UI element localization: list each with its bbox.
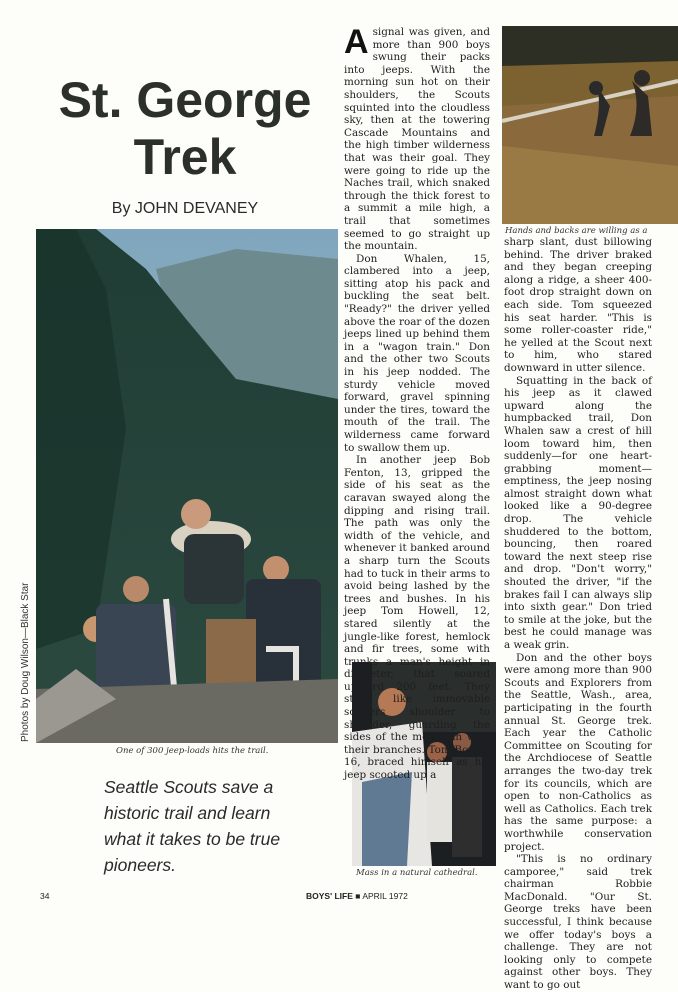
body-paragraph: Don and the other boys were among more than 900 Scouts and Explorers from the Seattle, Wash., area, participating in the fourth annual St. George trek. Each year the Catholic Committee on Scouting for the Archdiocese of Seattle arranges the two-day trek for its councils, which are open to non-Catholics as well as Catholics. Each trek has the same purpose: a worthwhile conservation project. [504,651,652,853]
magazine-name: BOYS' LIFE [306,891,353,901]
body-paragraph: Don Whalen, 15, clambered into a jeep, sitting atop his pack and buckling the seat belt. "Ready?" the driver yelled above the roar of the dozen jeeps lined up behind them in a "wagon train." Don and the other two Scouts in his jeep nodded. The sturdy vehicle moved forward, gravel spinning under the tires, toward the mouth of the trail. The wilderness came forward to swallow them up. [344,252,490,454]
issue-date: APRIL 1972 [362,891,408,901]
body-column-2 [504,236,652,992]
caption-top-right-photo: Hands and backs are willing as a [505,226,648,236]
article-subhead: Seattle Scouts save a historic trail and learn what it takes to be true pioneers. [104,777,281,875]
body-paragraph: Squatting in the back of his jeep as it clawed upward along the humpbacked trail, Don Whalen saw a crest of hill loom toward him, then suddenly—for one heart-grabbing moment—emptiness, the jeep nosing almost straight down what looked like a 90-degree drop. The vehicle shuddered to the bottom, bouncing, then roared toward the next steep rise and drop. "Don't worry," shouted the driver, "if the brakes fail I can always slip into sixth gear." Don tried to smile at the joke, but the best he could manage was a weak grin. [504,374,652,651]
article-title: St. George Trek [58,72,312,185]
page-number: 34 [40,891,50,901]
hands-and-backs-photo-illustration [502,26,678,224]
photo-credit: Photos by Doug Wilson—Black Star [20,582,31,742]
body-column-1 [344,23,490,782]
byline: By JOHN DEVANEY [111,200,259,217]
footer-separator: ■ [355,891,361,901]
body-paragraph: Asignal was given, and more than 900 boys swung their packs into jeeps. With the morning sun hot on their shoulders, the Scouts squinted into the cloudless sky, then at the towering Cascade Mountains and the high timber wilderness that was their goal. They were going to ride up the Naches trail, which snaked through the thick forest to a summit a mile high, a trail that sometimes seemed to go straight up the mountain. [344,23,490,253]
main-photo-jeep [36,229,338,743]
drop-cap: A [344,23,369,61]
photo-top-right [502,26,678,224]
body-paragraph: In another jeep Bob Fenton, 13, gripped the side of his seat as the caravan swayed along the dipping and rising trail. The path was only the width of the vehicle, and whenever it banked around a sharp turn the Scouts had to tuck in their arms to avoid being lashed by the trees and bushes. In his jeep Tom Howell, 12, stared silently at the jungle-like forest, hemlock and fir trees, some with trunks a man's height in diameter, that soared upward 200 feet. They stood like immovable soldiers shoulder to shoulder, guarding the sides of the mountain with their branches. Tom Bowie, 16, braced himself as his jeep scooted up a [344,454,490,782]
footer-magazine [306,891,408,901]
body-paragraph: sharp slant, dust billowing behind. The driver braked and they began creeping along a ridge, a sheer 400-foot drop straight down on each side. Tom squeezed his seat harder. "This is some roller-coaster ride," he yelled at the Scout next to him, who stared downward in utter silence. [504,236,652,374]
caption-bottom-photo: Mass in a natural cathedral. [356,868,478,878]
caption-main-photo: One of 300 jeep-loads hits the trail. [116,746,269,756]
body-paragraph: "This is no ordinary camporee," said trek chairman Robbie MacDonald. "Our St. George treks have been successful, I think because we offer today's boys a challenge. They are not looking only to compete against other boys. They want to go out [504,853,652,992]
jeep-photo-illustration [36,229,338,743]
